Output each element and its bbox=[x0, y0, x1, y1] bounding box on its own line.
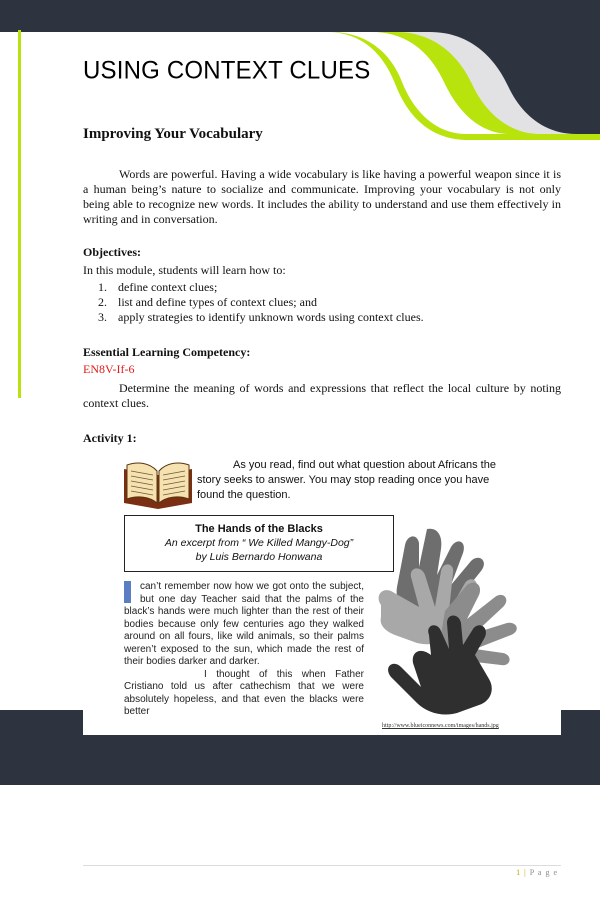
story-source: An excerpt from “ We Killed Mangy-Dog” bbox=[164, 537, 354, 549]
excerpt-paragraph-1: can’t remember now how we got onto the subject, but one day Teacher said that the palms of the black’s hands were much lighter than the rest of their bodies because only few centuries ago they walked around on all fours, like wild animals, so their palms weren’t exposed to the sun, which made the rest of their bodies darker and darker. bbox=[124, 581, 364, 667]
list-text: apply strategies to identify unknown words using context clues. bbox=[118, 310, 424, 324]
competency-text: Determine the meaning of words and expressions that reflect the local culture by noting context clues. bbox=[83, 381, 561, 410]
list-number: 1. bbox=[98, 280, 107, 294]
activity-heading: Activity 1: bbox=[83, 431, 137, 445]
drop-cap-marker bbox=[124, 581, 131, 603]
objectives-list bbox=[98, 280, 424, 325]
section-subtitle: Improving Your Vocabulary bbox=[83, 126, 263, 142]
page-title: USING CONTEXT CLUES bbox=[83, 56, 371, 85]
competency-code: EN8V-If-6 bbox=[83, 362, 135, 376]
left-accent-rule bbox=[18, 30, 21, 398]
list-item bbox=[98, 280, 424, 295]
list-item bbox=[98, 310, 424, 325]
intro-paragraph: Words are powerful. Having a wide vocabulary is like having a powerful weapon since it is a human being’s nature to socialize and communicate. Improving your vocabulary is not only being able to recognize new words. It includes the ability to understand and use them effectively in writing and in conversation. bbox=[83, 167, 561, 226]
activity-instruction: As you read, find out what question about Africans the story seeks to answer. You may stop reading once you have found the question. bbox=[197, 459, 496, 501]
excerpt-paragraph-2: I thought of this when Father Cristiano told us after cathechism that we were absolutely hopeless, and that even the blacks were better bbox=[124, 668, 364, 717]
open-book-icon bbox=[120, 455, 196, 509]
list-text: define context clues; bbox=[118, 280, 218, 294]
page-footer bbox=[516, 868, 558, 877]
activity-panel bbox=[83, 451, 561, 735]
story-title-box bbox=[124, 515, 394, 572]
competency-heading: Essential Learning Competency: bbox=[83, 345, 251, 359]
page-number: 1 bbox=[516, 868, 522, 877]
list-item bbox=[98, 295, 424, 310]
story-author: by Luis Bernardo Honwana bbox=[195, 551, 323, 563]
page-label: P a g e bbox=[529, 868, 558, 877]
list-number: 2. bbox=[98, 295, 107, 309]
objectives-lead: In this module, students will learn how to: bbox=[83, 263, 286, 277]
objectives-heading: Objectives: bbox=[83, 245, 141, 259]
list-number: 3. bbox=[98, 310, 107, 324]
story-excerpt bbox=[124, 581, 364, 719]
page-separator: | bbox=[521, 868, 530, 877]
image-credit-link[interactable]: http://www.blueiconnews.com/images/hands.jpg bbox=[382, 723, 499, 729]
footer-divider bbox=[83, 865, 561, 866]
hands-illustration bbox=[371, 527, 539, 717]
list-text: list and define types of context clues; and bbox=[118, 295, 317, 309]
story-title: The Hands of the Blacks bbox=[195, 523, 323, 535]
